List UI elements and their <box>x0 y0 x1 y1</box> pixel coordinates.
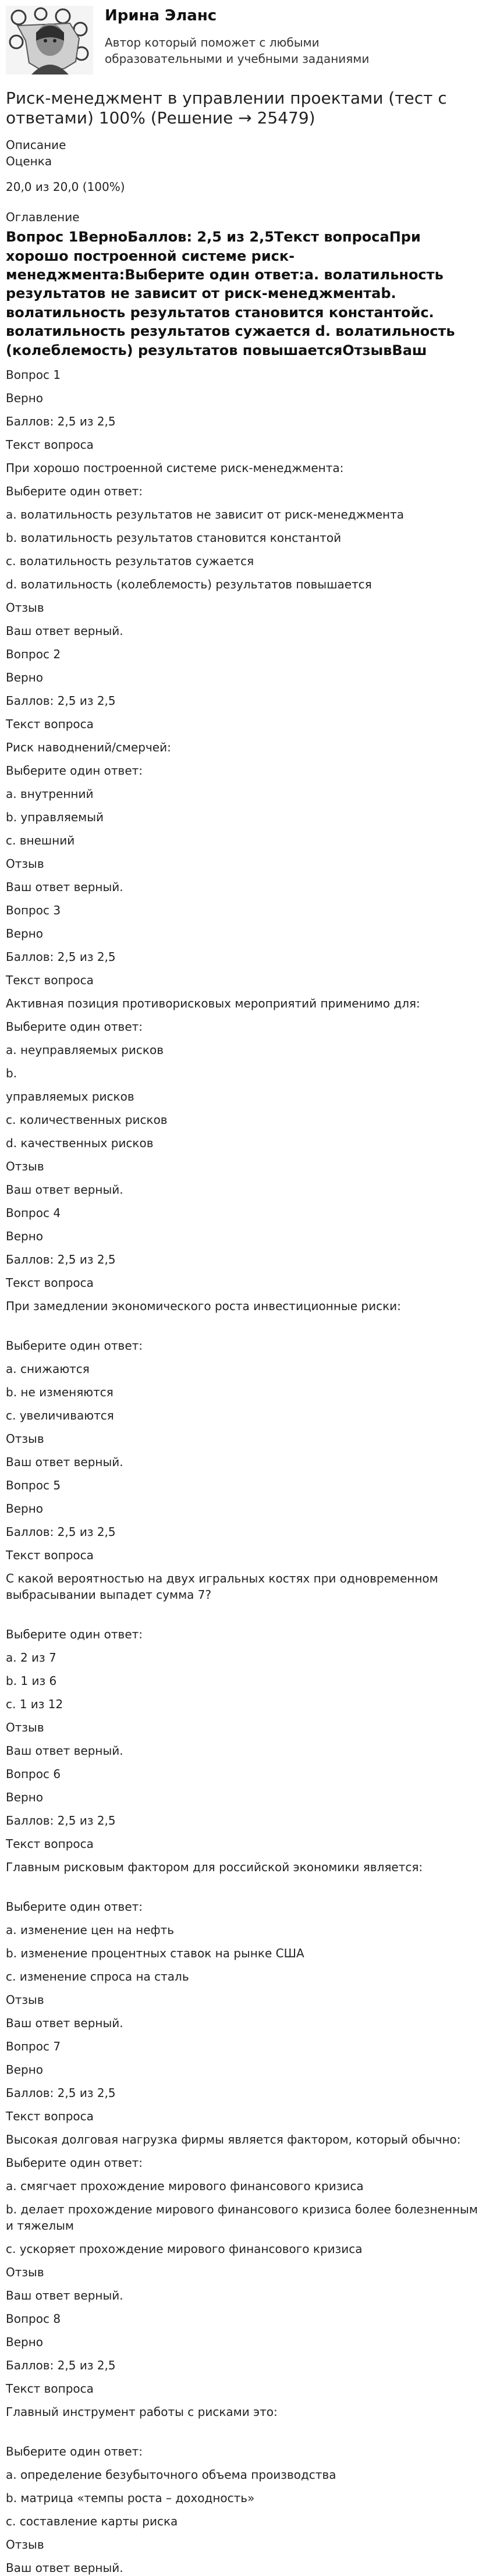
answer-option[interactable]: a. изменение цен на нефть <box>6 1922 175 1937</box>
question-block <box>6 367 487 639</box>
toc-summary: Вопрос 1ВерноБаллов: 2,5 из 2,5Текст вопросаПри хорошо построенной системе риск-менеджмента:Выберите один ответ:a. волатильность результатов не зависит от риск-менеджментаb. волатильность результатов становится константойc. волатильность результатов сужается d. волатильность (колеблемость) результатов повышаетсяОтзывВаш <box>6 229 455 359</box>
question-number: Вопрос 4 <box>6 1205 61 1220</box>
feedback-text: Ваш ответ верный. <box>6 1182 123 1197</box>
answer-option[interactable]: управляемых рисков <box>6 1089 134 1104</box>
feedback-label: Отзыв <box>6 600 44 615</box>
answer-option[interactable]: a. неуправляемых рисков <box>6 1042 164 1057</box>
answer-option[interactable]: a. внутренний <box>6 786 94 801</box>
answer-option[interactable]: a. волатильность результатов не зависит от риск-менеджмента <box>6 507 404 521</box>
grade-value: 20,0 из 20,0 (100%) <box>6 180 125 194</box>
answer-option[interactable]: d. качественных рисков <box>6 1136 154 1150</box>
question-text-label: Текст вопроса <box>6 716 94 731</box>
feedback-label: Отзыв <box>6 1159 44 1173</box>
answer-option[interactable]: a. определение безубыточного объема производства <box>6 2467 336 2482</box>
question-status: Верно <box>6 670 44 684</box>
author-description: Автор который поможет с любыми образовательными и учебными заданиями <box>105 36 370 66</box>
choose-one-label: Выберите один ответ: <box>6 2155 143 2170</box>
answer-option[interactable]: b. волатильность результатов становится константой <box>6 530 342 545</box>
choose-one-label: Выберите один ответ: <box>6 763 143 778</box>
answer-option[interactable]: a. снижаются <box>6 1361 90 1376</box>
answer-option[interactable]: a. смягчает прохождение мирового финансового кризиса <box>6 2178 364 2193</box>
answer-option[interactable]: b. управляемый <box>6 810 104 824</box>
page-title: Риск-менеджмент в управлении проектами (тест с ответами) 100% (Решение → 25479) <box>6 88 447 127</box>
question-block <box>6 1205 487 1470</box>
question-score: Баллов: 2,5 из 2,5 <box>6 2358 116 2372</box>
feedback-text: Ваш ответ верный. <box>6 2016 123 2030</box>
question-status: Верно <box>6 1229 44 1243</box>
question-status: Верно <box>6 926 44 941</box>
answer-option[interactable]: c. ускоряет прохождение мирового финансового кризиса <box>6 2241 363 2256</box>
answer-option[interactable]: b. матрица «темпы роста – доходность» <box>6 2490 255 2505</box>
question-text-label: Текст вопроса <box>6 2381 94 2396</box>
question-score: Баллов: 2,5 из 2,5 <box>6 1252 116 1266</box>
grade-label: Оценка <box>6 154 52 169</box>
question-status: Верно <box>6 2334 44 2349</box>
question-status: Верно <box>6 1501 44 1516</box>
answer-option[interactable]: c. количественных рисков <box>6 1112 168 1127</box>
answer-option[interactable]: a. 2 из 7 <box>6 1650 56 1665</box>
feedback-label: Отзыв <box>6 856 44 871</box>
question-text-label: Текст вопроса <box>6 2109 94 2123</box>
feedback-label: Отзыв <box>6 2537 44 2552</box>
feedback-text: Ваш ответ верный. <box>6 1743 123 1758</box>
answer-option[interactable]: c. внешний <box>6 833 75 847</box>
question-number: Вопрос 2 <box>6 647 61 661</box>
choose-one-label: Выберите один ответ: <box>6 2444 143 2458</box>
question-text-label: Текст вопроса <box>6 1275 94 1290</box>
feedback-label: Отзыв <box>6 1431 44 1446</box>
answer-option[interactable]: b. 1 из 6 <box>6 1673 57 1688</box>
question-text-label: Текст вопроса <box>6 1548 94 1562</box>
feedback-label: Отзыв <box>6 2265 44 2279</box>
answer-option[interactable]: c. составление карты риска <box>6 2514 178 2528</box>
answer-option[interactable]: b. не изменяются <box>6 1385 114 1399</box>
answer-option[interactable]: d. волатильность (колеблемость) результатов повышается <box>6 577 372 591</box>
feedback-text: Ваш ответ верный. <box>6 2288 123 2302</box>
feedback-text: Ваш ответ верный. <box>6 1454 123 1469</box>
answer-option[interactable]: b. <box>6 1066 17 1080</box>
author-name[interactable]: Ирина Эланс <box>105 7 217 24</box>
question-block <box>6 1477 487 1759</box>
answer-option[interactable]: b. делает прохождение мирового финансового кризиса более болезненным и тяжелым <box>6 2202 478 2233</box>
feedback-text: Ваш ответ верный. <box>6 879 123 894</box>
question-block <box>6 2311 487 2576</box>
author-block <box>6 0 487 74</box>
question-text-label: Текст вопроса <box>6 1836 94 1851</box>
question-block <box>6 2038 487 2304</box>
choose-one-label: Выберите один ответ: <box>6 1899 143 1914</box>
answer-option[interactable]: b. изменение процентных ставок на рынке США <box>6 1946 304 1960</box>
question-number: Вопрос 1 <box>6 367 61 382</box>
question-score: Баллов: 2,5 из 2,5 <box>6 693 116 708</box>
description-label: Описание <box>6 138 66 152</box>
question-prompt: При хорошо построенной системе риск-менеджмента: <box>6 460 344 475</box>
answer-option[interactable]: c. увеличиваются <box>6 1408 114 1422</box>
question-score: Баллов: 2,5 из 2,5 <box>6 949 116 964</box>
question-score: Баллов: 2,5 из 2,5 <box>6 1813 116 1828</box>
question-prompt: Главным рисковым фактором для российской экономики является: <box>6 1860 423 1874</box>
question-text-label: Текст вопроса <box>6 973 94 987</box>
question-number: Вопрос 7 <box>6 2039 61 2053</box>
answer-option[interactable]: c. 1 из 12 <box>6 1697 63 1711</box>
question-prompt: Активная позиция противорисковых мероприятий применимо для: <box>6 996 420 1010</box>
question-number: Вопрос 8 <box>6 2311 61 2326</box>
question-prompt: Высокая долговая нагрузка фирмы является фактором, который обычно: <box>6 2132 461 2146</box>
question-score: Баллов: 2,5 из 2,5 <box>6 2085 116 2100</box>
feedback-text: Ваш ответ верный. <box>6 2560 123 2575</box>
question-prompt: Риск наводнений/смерчей: <box>6 740 171 754</box>
questions-list <box>6 367 487 2576</box>
toc-label: Оглавление <box>6 210 80 225</box>
question-block <box>6 902 487 1198</box>
question-status: Верно <box>6 1790 44 1804</box>
question-block <box>6 1766 487 2031</box>
answer-option[interactable]: c. изменение спроса на сталь <box>6 1969 189 1984</box>
question-status: Верно <box>6 391 44 405</box>
choose-one-label: Выберите один ответ: <box>6 484 143 498</box>
question-number: Вопрос 5 <box>6 1478 61 1492</box>
question-prompt: Главный инструмент работы с рисками это: <box>6 2404 278 2419</box>
feedback-label: Отзыв <box>6 1992 44 2007</box>
question-number: Вопрос 6 <box>6 1766 61 1781</box>
question-score: Баллов: 2,5 из 2,5 <box>6 414 116 428</box>
question-prompt: С какой вероятностью на двух игральных костях при одновременном выбрасывании выпадет сумма 7? <box>6 1571 438 1602</box>
author-avatar[interactable] <box>6 6 93 74</box>
choose-one-label: Выберите один ответ: <box>6 1627 143 1641</box>
question-score: Баллов: 2,5 из 2,5 <box>6 1524 116 1539</box>
feedback-label: Отзыв <box>6 1720 44 1734</box>
choose-one-label: Выберите один ответ: <box>6 1019 143 1034</box>
question-text-label: Текст вопроса <box>6 437 94 452</box>
author-text <box>105 6 431 67</box>
question-block <box>6 646 487 895</box>
question-prompt: При замедлении экономического роста инвестиционные риски: <box>6 1298 401 1313</box>
question-number: Вопрос 3 <box>6 903 61 917</box>
question-status: Верно <box>6 2062 44 2077</box>
answer-option[interactable]: c. волатильность результатов сужается <box>6 553 254 568</box>
feedback-text: Ваш ответ верный. <box>6 623 123 638</box>
choose-one-label: Выберите один ответ: <box>6 1338 143 1353</box>
